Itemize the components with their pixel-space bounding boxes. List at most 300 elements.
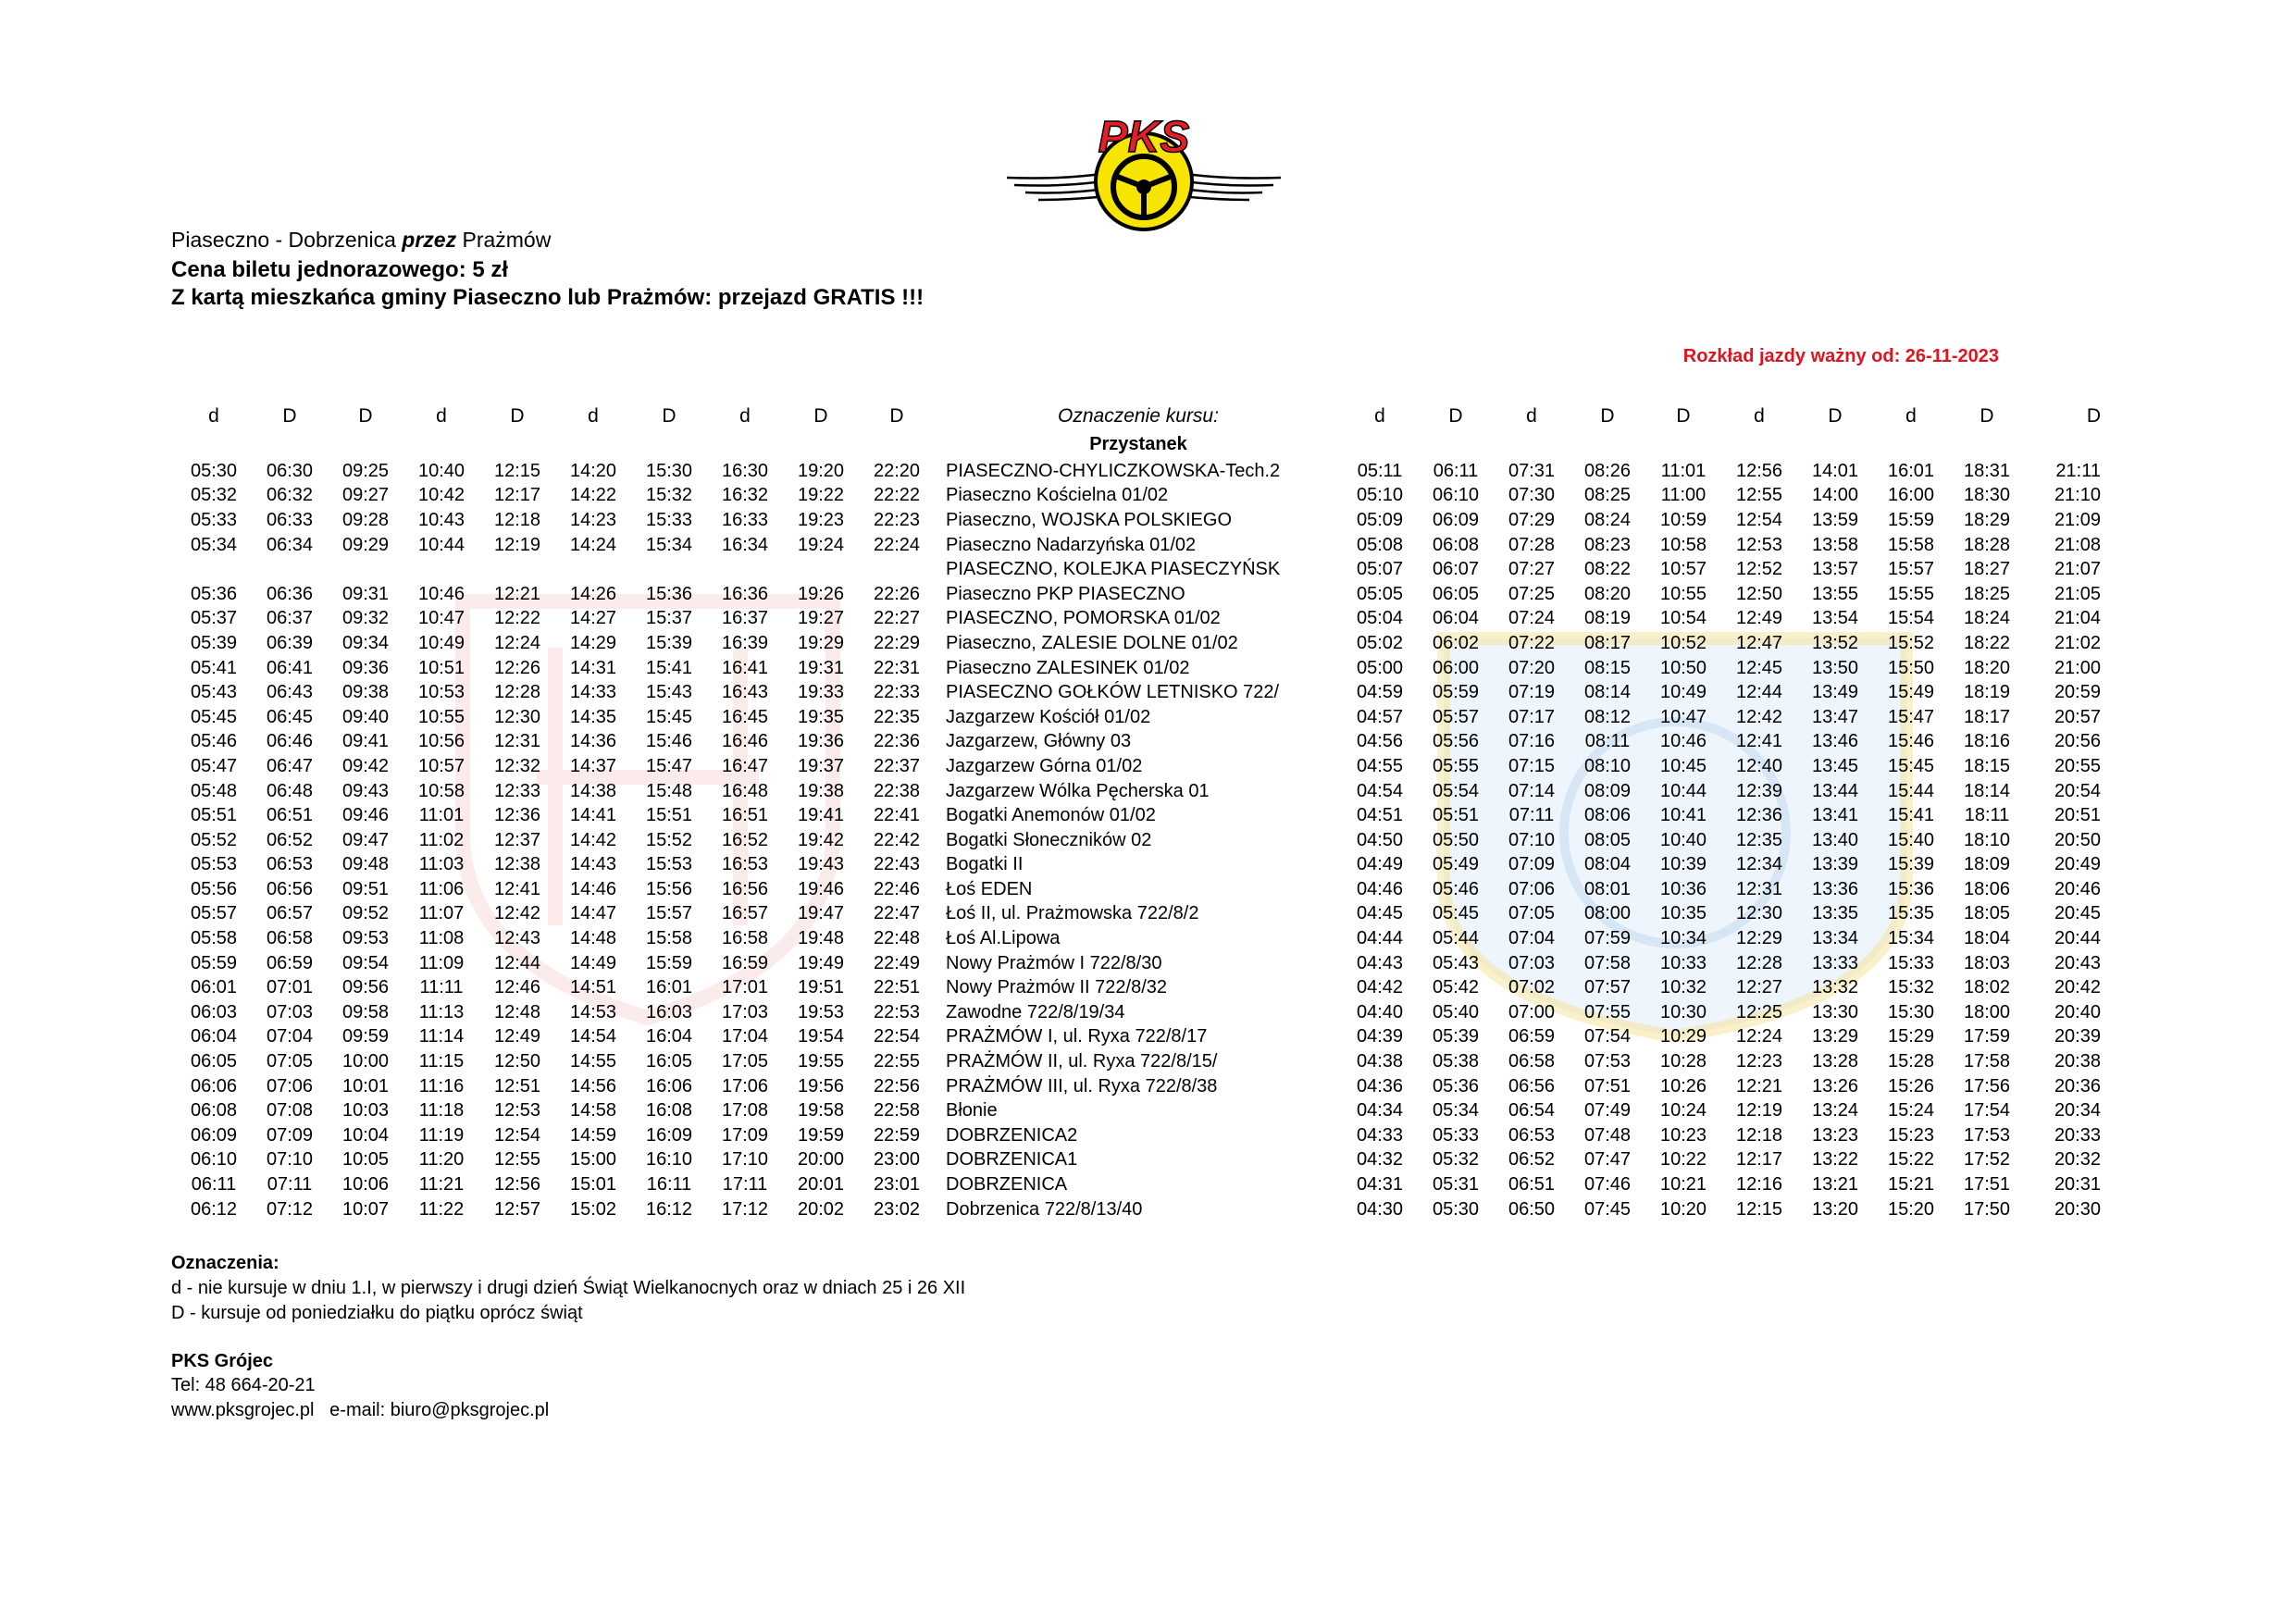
departure-time-return: 21:07 bbox=[2054, 559, 2101, 580]
departure-time-outbound: 11:02 bbox=[418, 829, 465, 850]
departure-time-outbound: 06:06 bbox=[190, 1075, 238, 1096]
course-code: D bbox=[813, 405, 828, 427]
departure-time-outbound: 12:50 bbox=[493, 1051, 541, 1072]
departure-time-outbound: 14:55 bbox=[569, 1051, 617, 1072]
departure-time-outbound: 15:01 bbox=[569, 1174, 617, 1196]
departure-time-return: 18:20 bbox=[1963, 657, 2011, 678]
departure-time-return: 12:16 bbox=[1735, 1174, 1783, 1196]
stop-name: Łoś II, ul. Prażmowska 722/8/2 bbox=[946, 903, 1199, 924]
course-code: D bbox=[282, 405, 297, 427]
departure-time-return: 15:32 bbox=[1887, 977, 1935, 998]
departure-time-return: 08:04 bbox=[1583, 854, 1632, 875]
departure-time-outbound: 11:16 bbox=[418, 1075, 465, 1096]
departure-time-return: 04:36 bbox=[1356, 1075, 1404, 1096]
departure-time-return: 06:54 bbox=[1508, 1100, 1556, 1121]
stop-header: Przystanek bbox=[1089, 433, 1187, 454]
stop-name: Dobrzenica 722/8/13/40 bbox=[946, 1198, 1143, 1220]
timetable-row bbox=[176, 607, 2101, 632]
departure-time-return: 04:46 bbox=[1356, 878, 1404, 899]
timetable-row bbox=[176, 1049, 2101, 1074]
departure-time-return: 08:09 bbox=[1583, 780, 1632, 801]
departure-time-return: 16:01 bbox=[1887, 460, 1935, 481]
departure-time-outbound: 10:49 bbox=[417, 632, 465, 653]
departure-time-outbound: 19:38 bbox=[797, 780, 845, 801]
departure-time-return: 07:46 bbox=[1583, 1174, 1632, 1196]
departure-time-outbound: 11:19 bbox=[418, 1124, 465, 1146]
departure-time-return: 06:59 bbox=[1508, 1026, 1556, 1047]
departure-time-return: 15:28 bbox=[1887, 1051, 1935, 1072]
departure-time-outbound: 15:02 bbox=[569, 1198, 617, 1220]
timetable-row bbox=[176, 705, 2101, 730]
timetable-row bbox=[176, 533, 2101, 558]
departure-time-return: 20:36 bbox=[2054, 1075, 2101, 1096]
departure-time-return: 07:06 bbox=[1508, 878, 1556, 899]
departure-time-return: 12:42 bbox=[1735, 706, 1783, 727]
departure-time-outbound: 15:51 bbox=[645, 805, 693, 826]
departure-time-outbound: 05:45 bbox=[190, 706, 238, 727]
departure-time-return: 18:29 bbox=[1963, 509, 2011, 530]
departure-time-outbound: 19:20 bbox=[797, 460, 845, 481]
departure-time-return: 20:54 bbox=[2054, 780, 2101, 801]
departure-time-outbound: 14:49 bbox=[569, 952, 617, 973]
departure-time-outbound: 14:53 bbox=[569, 1001, 617, 1022]
departure-time-return: 21:09 bbox=[2054, 509, 2101, 530]
departure-time-outbound: 22:31 bbox=[873, 657, 921, 678]
departure-time-outbound: 05:33 bbox=[190, 509, 238, 530]
departure-time-return: 10:54 bbox=[1659, 608, 1707, 629]
departure-time-outbound: 22:55 bbox=[873, 1051, 921, 1072]
departure-time-return: 15:34 bbox=[1887, 928, 1935, 949]
departure-time-outbound: 16:45 bbox=[721, 706, 769, 727]
departure-time-return: 15:20 bbox=[1887, 1198, 1935, 1220]
departure-time-return: 15:35 bbox=[1887, 903, 1935, 924]
departure-time-outbound: 09:42 bbox=[341, 755, 390, 776]
departure-time-return: 13:49 bbox=[1811, 682, 1859, 703]
departure-time-outbound: 16:58 bbox=[721, 928, 769, 949]
departure-time-return: 20:31 bbox=[2054, 1174, 2101, 1196]
departure-time-return: 12:53 bbox=[1735, 534, 1783, 555]
departure-time-return: 18:11 bbox=[1964, 805, 2010, 826]
departure-time-return: 07:17 bbox=[1508, 706, 1556, 727]
departure-time-return: 05:39 bbox=[1432, 1026, 1480, 1047]
departure-time-outbound: 19:54 bbox=[797, 1026, 845, 1047]
departure-time-outbound: 06:32 bbox=[266, 485, 314, 506]
departure-time-return: 06:07 bbox=[1432, 559, 1480, 580]
departure-time-return: 12:39 bbox=[1735, 780, 1783, 801]
course-code: D bbox=[510, 405, 525, 427]
departure-time-return: 04:50 bbox=[1356, 829, 1404, 850]
departure-time-return: 18:04 bbox=[1963, 928, 2011, 949]
departure-time-return: 15:40 bbox=[1887, 829, 1935, 850]
departure-time-outbound: 06:51 bbox=[266, 805, 314, 826]
departure-time-outbound: 11:09 bbox=[418, 952, 465, 973]
departure-time-return: 10:55 bbox=[1659, 583, 1707, 604]
departure-time-return: 12:30 bbox=[1735, 903, 1783, 924]
departure-time-return: 04:31 bbox=[1356, 1174, 1404, 1196]
departure-time-return: 10:26 bbox=[1659, 1075, 1707, 1096]
departure-time-return: 13:47 bbox=[1811, 706, 1859, 727]
departure-time-outbound: 15:52 bbox=[645, 829, 693, 850]
departure-time-return: 10:34 bbox=[1659, 928, 1707, 949]
departure-time-outbound: 17:09 bbox=[721, 1124, 769, 1146]
departure-time-return: 15:30 bbox=[1887, 1001, 1935, 1022]
departure-time-return: 12:52 bbox=[1735, 559, 1783, 580]
stop-name: Łoś EDEN bbox=[946, 878, 1033, 899]
departure-time-return: 21:10 bbox=[2054, 485, 2101, 506]
stop-name: Błonie bbox=[946, 1100, 998, 1121]
departure-time-return: 05:59 bbox=[1432, 682, 1480, 703]
departure-time-outbound: 10:56 bbox=[417, 731, 465, 752]
departure-time-outbound: 17:03 bbox=[721, 1001, 769, 1022]
departure-time-return: 07:05 bbox=[1508, 903, 1556, 924]
departure-time-outbound: 14:24 bbox=[569, 534, 617, 555]
departure-time-outbound: 12:28 bbox=[493, 682, 541, 703]
departure-time-outbound: 09:31 bbox=[341, 583, 390, 604]
departure-time-return: 20:59 bbox=[2054, 682, 2101, 703]
departure-time-outbound: 11:06 bbox=[418, 878, 465, 899]
departure-time-outbound: 10:57 bbox=[417, 755, 465, 776]
departure-time-outbound: 05:53 bbox=[190, 854, 238, 875]
departure-time-outbound: 15:59 bbox=[645, 952, 693, 973]
departure-time-return: 07:25 bbox=[1508, 583, 1556, 604]
departure-time-outbound: 16:10 bbox=[645, 1149, 693, 1171]
departure-time-outbound: 16:30 bbox=[721, 460, 769, 481]
departure-time-outbound: 05:52 bbox=[190, 829, 238, 850]
departure-time-return: 17:58 bbox=[1963, 1051, 2011, 1072]
departure-time-outbound: 16:08 bbox=[645, 1100, 693, 1121]
departure-time-return: 15:52 bbox=[1887, 632, 1935, 653]
departure-time-return: 07:51 bbox=[1583, 1075, 1632, 1096]
departure-time-outbound: 19:56 bbox=[797, 1075, 845, 1096]
departure-time-outbound: 19:46 bbox=[797, 878, 845, 899]
departure-time-outbound: 16:56 bbox=[721, 878, 769, 899]
departure-time-outbound: 22:42 bbox=[873, 829, 921, 850]
departure-time-outbound: 12:21 bbox=[493, 583, 541, 604]
departure-time-return: 15:26 bbox=[1887, 1075, 1935, 1096]
departure-time-return: 20:32 bbox=[2054, 1149, 2101, 1171]
departure-time-return: 12:23 bbox=[1735, 1051, 1783, 1072]
departure-time-outbound: 22:49 bbox=[873, 952, 921, 973]
departure-time-return: 05:04 bbox=[1356, 608, 1404, 629]
departure-time-return: 12:28 bbox=[1735, 952, 1783, 973]
departure-time-return: 16:00 bbox=[1887, 485, 1935, 506]
stop-name: Piaseczno, WOJSKA POLSKIEGO bbox=[946, 509, 1233, 530]
departure-time-outbound: 19:49 bbox=[797, 952, 845, 973]
departure-time-return: 06:00 bbox=[1432, 657, 1480, 678]
departure-time-return: 10:39 bbox=[1659, 854, 1707, 875]
stop-name: Jazgarzew Kościół 01/02 bbox=[946, 706, 1151, 727]
empty-cell bbox=[479, 429, 555, 459]
departure-time-return: 18:27 bbox=[1963, 559, 2011, 580]
departure-time-outbound: 23:02 bbox=[873, 1198, 921, 1220]
departure-time-outbound: 14:56 bbox=[569, 1075, 617, 1096]
departure-time-outbound: 12:46 bbox=[493, 977, 541, 998]
course-code: d bbox=[208, 405, 219, 427]
departure-time-outbound: 17:04 bbox=[721, 1026, 769, 1047]
departure-time-outbound: 19:58 bbox=[797, 1100, 845, 1121]
departure-time-return: 20:49 bbox=[2054, 854, 2101, 875]
departure-time-outbound: 06:03 bbox=[190, 1001, 238, 1022]
empty-cell bbox=[859, 429, 935, 459]
departure-time-return: 10:41 bbox=[1659, 805, 1707, 826]
departure-time-return: 12:49 bbox=[1735, 608, 1783, 629]
departure-time-return: 15:24 bbox=[1887, 1100, 1935, 1121]
departure-time-return: 07:29 bbox=[1508, 509, 1556, 530]
departure-time-return: 13:24 bbox=[1811, 1100, 1859, 1121]
departure-time-outbound: 16:12 bbox=[645, 1198, 693, 1220]
timetable-row bbox=[176, 1123, 2101, 1148]
departure-time-outbound bbox=[176, 557, 252, 582]
departure-time-return: 04:33 bbox=[1356, 1124, 1404, 1146]
departure-time-outbound: 05:36 bbox=[190, 583, 238, 604]
departure-time-return: 15:58 bbox=[1887, 534, 1935, 555]
departure-time-return: 20:30 bbox=[2054, 1198, 2101, 1220]
empty-cell bbox=[1797, 429, 1873, 459]
departure-time-outbound: 14:41 bbox=[569, 805, 617, 826]
departure-time-return: 04:34 bbox=[1356, 1100, 1404, 1121]
departure-time-outbound: 12:18 bbox=[493, 509, 541, 530]
departure-time-outbound: 14:54 bbox=[569, 1026, 617, 1047]
departure-time-outbound: 16:06 bbox=[645, 1075, 693, 1096]
empty-cell bbox=[1494, 429, 1570, 459]
departure-time-return: 04:54 bbox=[1356, 780, 1404, 801]
timetable-row bbox=[176, 803, 2101, 828]
departure-time-outbound: 12:33 bbox=[493, 780, 541, 801]
departure-time-outbound: 14:27 bbox=[569, 608, 617, 629]
departure-time-return: 08:10 bbox=[1583, 755, 1632, 776]
departure-time-return: 08:00 bbox=[1583, 903, 1632, 924]
stop-name: Piaseczno Nadarzyńska 01/02 bbox=[946, 534, 1197, 555]
departure-time-outbound: 12:56 bbox=[493, 1174, 541, 1196]
departure-time-outbound: 15:58 bbox=[645, 928, 693, 949]
departure-time-return: 18:24 bbox=[1963, 608, 2011, 629]
departure-time-outbound bbox=[328, 557, 403, 582]
departure-time-return: 06:05 bbox=[1432, 583, 1480, 604]
departure-time-outbound: 19:23 bbox=[797, 509, 845, 530]
departure-time-return: 06:10 bbox=[1432, 485, 1480, 506]
departure-time-return: 05:11 bbox=[1357, 460, 1403, 481]
stop-name: Piaseczno Kościelna 01/02 bbox=[946, 485, 1169, 506]
course-code: D bbox=[889, 405, 904, 427]
departure-time-return: 15:57 bbox=[1887, 559, 1935, 580]
departure-time-outbound: 19:59 bbox=[797, 1124, 845, 1146]
departure-time-outbound: 07:01 bbox=[266, 977, 314, 998]
departure-time-outbound: 22:59 bbox=[873, 1124, 921, 1146]
logo-text: PKS bbox=[1098, 113, 1190, 162]
departure-time-return: 10:32 bbox=[1659, 977, 1707, 998]
departure-time-return: 12:44 bbox=[1735, 682, 1783, 703]
departure-time-return: 13:40 bbox=[1811, 829, 1859, 850]
legend-title: Oznaczenia: bbox=[171, 1253, 279, 1273]
departure-time-return: 13:39 bbox=[1811, 854, 1859, 875]
departure-time-outbound: 19:51 bbox=[797, 977, 845, 998]
departure-time-outbound: 10:51 bbox=[417, 657, 465, 678]
departure-time-outbound: 12:30 bbox=[493, 706, 541, 727]
departure-time-return: 13:45 bbox=[1811, 755, 1859, 776]
departure-time-return: 05:54 bbox=[1432, 780, 1480, 801]
timetable-row bbox=[176, 459, 2101, 484]
departure-time-outbound: 19:22 bbox=[797, 485, 845, 506]
departure-time-outbound: 23:00 bbox=[873, 1149, 921, 1171]
departure-time-outbound: 06:52 bbox=[266, 829, 314, 850]
departure-time-outbound: 15:43 bbox=[645, 682, 693, 703]
departure-time-return: 04:56 bbox=[1356, 731, 1404, 752]
departure-time-outbound: 12:24 bbox=[493, 632, 541, 653]
departure-time-return: 10:47 bbox=[1659, 706, 1707, 727]
departure-time-outbound: 10:05 bbox=[341, 1149, 390, 1171]
departure-time-return: 08:12 bbox=[1583, 706, 1632, 727]
departure-time-return: 18:05 bbox=[1963, 903, 2011, 924]
departure-time-return: 07:22 bbox=[1508, 632, 1556, 653]
departure-time-outbound: 05:59 bbox=[190, 952, 238, 973]
departure-time-outbound: 06:33 bbox=[266, 509, 314, 530]
departure-time-outbound: 05:34 bbox=[190, 534, 238, 555]
departure-time-outbound: 10:06 bbox=[341, 1174, 390, 1196]
departure-time-outbound: 14:26 bbox=[569, 583, 617, 604]
departure-time-return: 15:44 bbox=[1887, 780, 1935, 801]
departure-time-return: 18:30 bbox=[1963, 485, 2011, 506]
departure-time-outbound: 16:11 bbox=[646, 1174, 692, 1196]
timetable-row bbox=[176, 656, 2101, 681]
departure-time-return: 17:54 bbox=[1963, 1100, 2011, 1121]
departure-time-return: 13:30 bbox=[1811, 1001, 1859, 1022]
departure-time-outbound: 10:07 bbox=[341, 1198, 390, 1220]
course-code: d bbox=[1526, 405, 1537, 427]
departure-time-outbound: 12:53 bbox=[493, 1100, 541, 1121]
departure-time-return: 07:24 bbox=[1508, 608, 1556, 629]
departure-time-return: 20:46 bbox=[2054, 878, 2101, 899]
departure-time-outbound: 16:51 bbox=[721, 805, 769, 826]
departure-time-outbound: 10:58 bbox=[417, 780, 465, 801]
timetable-row bbox=[176, 1197, 2101, 1222]
departure-time-return: 18:17 bbox=[1963, 706, 2011, 727]
departure-time-outbound: 06:10 bbox=[190, 1149, 238, 1171]
departure-time-outbound: 17:06 bbox=[721, 1075, 769, 1096]
departure-time-return: 18:19 bbox=[1963, 682, 2011, 703]
departure-time-outbound: 15:32 bbox=[645, 485, 693, 506]
departure-time-return: 13:50 bbox=[1811, 657, 1859, 678]
departure-time-return: 07:15 bbox=[1508, 755, 1556, 776]
departure-time-return: 05:36 bbox=[1432, 1075, 1480, 1096]
departure-time-return: 08:19 bbox=[1583, 608, 1632, 629]
departure-time-return: 08:24 bbox=[1583, 509, 1632, 530]
stop-name: PIASECZNO GOŁKÓW LETNISKO 722/ bbox=[946, 682, 1280, 703]
departure-time-return: 08:22 bbox=[1583, 559, 1632, 580]
departure-time-return: 20:34 bbox=[2054, 1100, 2101, 1121]
departure-time-outbound: 06:58 bbox=[266, 928, 314, 949]
departure-time-return: 18:25 bbox=[1963, 583, 2011, 604]
departure-time-outbound: 20:01 bbox=[797, 1174, 845, 1196]
departure-time-outbound: 14:46 bbox=[569, 878, 617, 899]
empty-cell bbox=[555, 429, 631, 459]
departure-time-outbound: 14:31 bbox=[569, 657, 617, 678]
departure-time-outbound: 19:26 bbox=[797, 583, 845, 604]
departure-time-return: 12:34 bbox=[1735, 854, 1783, 875]
departure-time-return: 05:43 bbox=[1432, 952, 1480, 973]
departure-time-return: 10:29 bbox=[1659, 1026, 1707, 1047]
departure-time-return: 04:45 bbox=[1356, 903, 1404, 924]
departure-time-outbound: 16:53 bbox=[721, 854, 769, 875]
timetable-row bbox=[176, 1098, 2101, 1123]
departure-time-outbound: 22:38 bbox=[873, 780, 921, 801]
departure-time-outbound: 11:14 bbox=[418, 1026, 465, 1047]
stop-name: PRAŻMÓW I, ul. Ryxa 722/8/17 bbox=[946, 1026, 1208, 1047]
departure-time-return: 12:31 bbox=[1735, 878, 1783, 899]
departure-time-outbound: 17:01 bbox=[721, 977, 769, 998]
departure-time-outbound: 12:44 bbox=[493, 952, 541, 973]
departure-time-outbound: 11:15 bbox=[418, 1051, 465, 1072]
departure-time-outbound: 15:41 bbox=[645, 657, 693, 678]
departure-time-return: 13:34 bbox=[1811, 928, 1859, 949]
departure-time-return: 07:31 bbox=[1508, 460, 1556, 481]
legend-small-d: d - nie kursuje w dniu 1.I, w pierwszy i drugi dzień Świąt Wielkanocnych oraz w dniach 25 i 26 XII bbox=[171, 1278, 966, 1298]
departure-time-outbound: 15:56 bbox=[645, 878, 693, 899]
departure-time-return: 07:00 bbox=[1508, 1001, 1556, 1022]
departure-time-return: 10:45 bbox=[1659, 755, 1707, 776]
timetable-row bbox=[176, 975, 2101, 1000]
departure-time-return: 13:58 bbox=[1811, 534, 1859, 555]
departure-time-return: 13:59 bbox=[1811, 509, 1859, 530]
departure-time-return: 17:51 bbox=[1963, 1174, 2011, 1196]
departure-time-outbound: 15:57 bbox=[645, 903, 693, 924]
departure-time-return: 12:50 bbox=[1735, 583, 1783, 604]
departure-time-outbound bbox=[707, 557, 783, 582]
departure-time-return: 05:51 bbox=[1432, 805, 1480, 826]
departure-time-return: 17:52 bbox=[1963, 1149, 2011, 1171]
departure-time-outbound: 15:46 bbox=[645, 731, 693, 752]
departure-time-outbound: 06:11 bbox=[191, 1174, 237, 1196]
timetable-row bbox=[176, 730, 2101, 755]
departure-time-outbound: 16:43 bbox=[721, 682, 769, 703]
timetable-row bbox=[176, 1148, 2101, 1173]
departure-time-return: 05:09 bbox=[1356, 509, 1404, 530]
departure-time-return: 13:33 bbox=[1811, 952, 1859, 973]
empty-cell bbox=[707, 429, 783, 459]
company-contact: www.pksgrojec.pl e-mail: biuro@pksgrojec.pl bbox=[171, 1400, 550, 1420]
departure-time-return: 20:33 bbox=[2054, 1124, 2101, 1146]
departure-time-outbound: 09:53 bbox=[341, 928, 390, 949]
departure-time-return: 05:07 bbox=[1356, 559, 1404, 580]
departure-time-return: 10:28 bbox=[1659, 1051, 1707, 1072]
timetable-row bbox=[176, 754, 2101, 779]
departure-time-outbound: 15:34 bbox=[645, 534, 693, 555]
departure-time-return: 15:59 bbox=[1887, 509, 1935, 530]
departure-time-return: 15:36 bbox=[1887, 878, 1935, 899]
departure-time-return: 14:01 bbox=[1811, 460, 1859, 481]
pks-logo bbox=[1005, 109, 1283, 239]
departure-time-return: 18:02 bbox=[1963, 977, 2011, 998]
departure-time-return: 07:11 bbox=[1508, 805, 1555, 826]
departure-time-outbound: 19:43 bbox=[797, 854, 845, 875]
departure-time-outbound: 19:27 bbox=[797, 608, 845, 629]
departure-time-return: 10:49 bbox=[1659, 682, 1707, 703]
departure-time-outbound: 07:04 bbox=[266, 1026, 314, 1047]
departure-time-outbound: 22:33 bbox=[873, 682, 921, 703]
departure-time-return: 15:55 bbox=[1887, 583, 1935, 604]
stop-name: PIASECZNO-CHYLICZKOWSKA-Tech.2 bbox=[946, 460, 1281, 481]
departure-time-outbound: 23:01 bbox=[873, 1174, 921, 1196]
departure-time-outbound: 09:29 bbox=[341, 534, 390, 555]
departure-time-return: 12:36 bbox=[1735, 805, 1783, 826]
departure-time-outbound: 12:32 bbox=[493, 755, 541, 776]
departure-time-return: 07:28 bbox=[1508, 534, 1556, 555]
departure-time-return: 04:40 bbox=[1356, 1001, 1404, 1022]
stop-name: DOBRZENICA bbox=[946, 1174, 1068, 1196]
departure-time-return: 08:23 bbox=[1583, 534, 1632, 555]
departure-time-outbound: 14:36 bbox=[569, 731, 617, 752]
departure-time-return: 08:01 bbox=[1583, 878, 1632, 899]
departure-time-outbound: 09:34 bbox=[341, 632, 390, 653]
